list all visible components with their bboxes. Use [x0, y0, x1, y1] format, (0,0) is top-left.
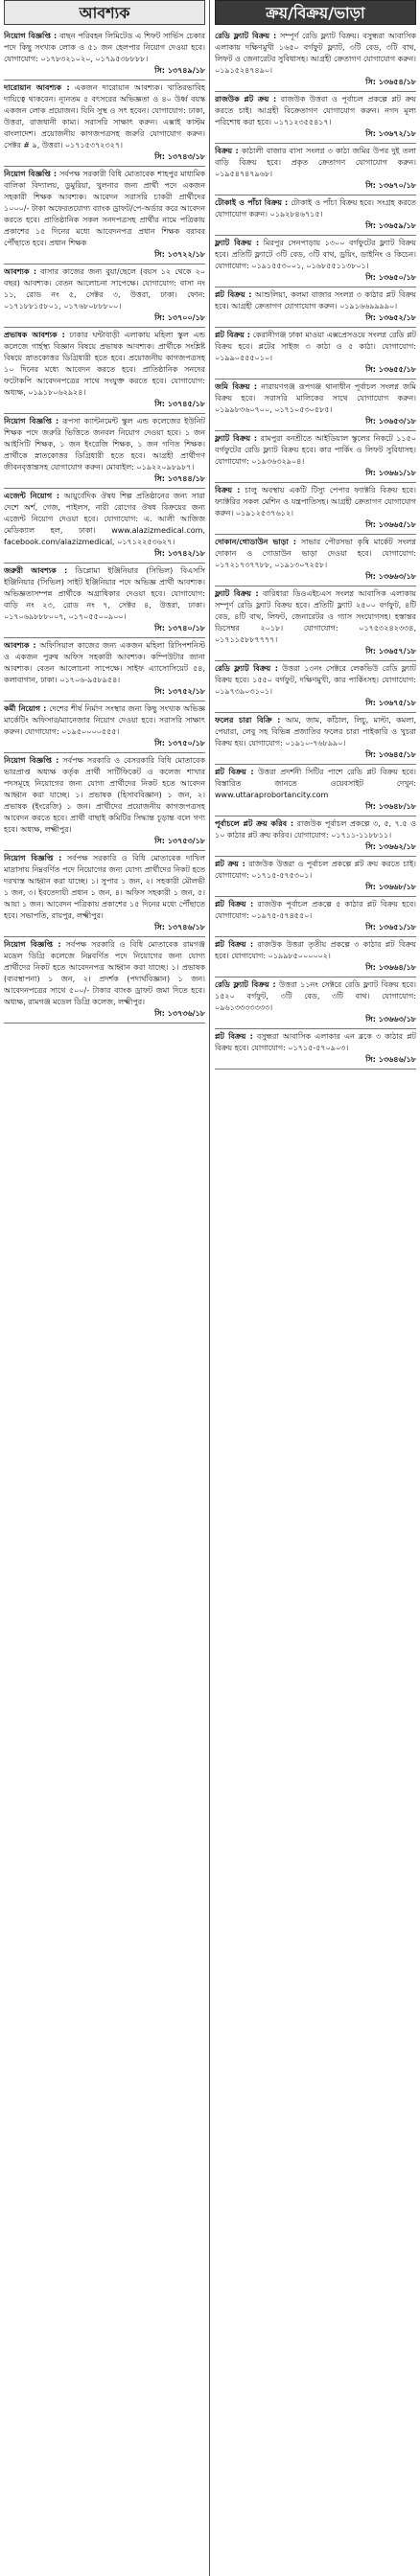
ad-reference: সি: ১৩৬৫৪/১৮: [365, 78, 416, 86]
classified-ad: [215, 857, 416, 897]
ad-reference: সি: ১৩৬৭২/১৮: [365, 129, 416, 138]
ad-reference: সি: ১৩৭৪৩/১৮: [154, 152, 205, 161]
ad-body: রামপুরা বনশ্রীতে আইডিয়াল স্কুলের নিকটে ১১৫০ বর্গফুটের রেডি ফ্ল্যাট বিক্রয় হবে। কার পার্কিং ও লিফট সুবিধাসহ। যোগাযোগ: ০১৯৩৬৩২৯০৪।: [215, 434, 416, 466]
ad-body: রাজউক উত্তরা ও পূর্বাচল প্রকল্পে প্লট ক্রয় করতে চাই। যোগাযোগ: ০১৭১৫-৫৭৫৩০১।: [215, 860, 416, 880]
ad-title: আবশ্যক :: [4, 267, 37, 276]
classified-ad: [215, 713, 416, 765]
classified-ad: [4, 489, 205, 564]
ad-body: উত্তরা ১৩নং সেক্টরে লেকভিউ রেডি ফ্ল্যাট বিক্রয় হবে। ১৫৫০ বর্গফুট, দক্ষিণমুখী, কার পার্কিংসহ। যোগাযোগ: ০১৯৭৩৯০৩১০১।: [215, 664, 416, 696]
ad-title: দারোয়ান আবশ্যক :: [4, 83, 70, 92]
ad-reference: সি: ১৩৭৪০/১৮: [154, 624, 205, 632]
ad-title: আবশ্যক :: [4, 641, 36, 650]
classified-ad: [215, 978, 416, 1029]
classified-ad: [215, 92, 416, 144]
classified-ad: [4, 29, 205, 80]
ad-reference: সি: ১৩৭৪৬/১৮: [154, 923, 205, 932]
ad-body: রাজউক উত্তরা তৃতীয় প্রকল্পে ৩ কাঠার প্লট বিক্রয় হবে। যোগাযোগ: ০১৯৯৮৫০০০০০২।: [215, 940, 416, 960]
ad-reference: সি: ১৩৭৪৪/১৮: [154, 474, 205, 483]
ad-title: কর্মী নিয়োগ :: [4, 704, 47, 713]
ad-title: জমি বিক্রয় :: [215, 382, 258, 391]
ad-reference: সি: ১৩৬৪৬/১৮: [365, 1055, 416, 1064]
classified-ad: [215, 288, 416, 328]
ad-body: সর্বপক্ষ সরকারি ও বিধি মোতাবেক দাখিল মাদ্রাসায় নিম্নবর্ণিত পদে নিয়োগের জন্য যোগ্য প্রার্থীদের নিকট হতে দরখাস্ত আহ্বান করা যাচ্ছে। ১। সুপার ১ জন, ২। সহকারী মৌলভী ১ জন, ৩। ইবতেদায়ী প্রধান ১ জন, ৪। অফিস সহকারী ১ জন, ৫। আয়া ১ জন। আবেদন পত্রিকায় প্রকাশের ১৫ দিনের মধ্যে পৌঁছাতে হবে। সভাপতি, রায়পুর, লক্ষ্মীপুর।: [4, 854, 205, 920]
classified-ad: [4, 851, 205, 937]
ad-body: কেরানীগঞ্জ ঢাকা মাওয়া এক্সপ্রেসওয়ে সংলগ্ন রেডি প্লট বিক্রয় হবে। প্লটের সাইজ ৩ কাঠা ও ৫ কাঠা। যোগাযোগ: ০১৯৯০৫৫৫০১০।: [215, 331, 416, 362]
classified-ad: [4, 328, 205, 414]
classified-ad: [215, 535, 416, 586]
ad-reference: সি: ১৩৭০০/১৮: [154, 313, 205, 322]
classified-ad: [4, 702, 205, 753]
ad-reference: সি: ১৩৬৬৫/১৮: [365, 520, 416, 529]
ad-body: ঢাকার ঘন্টাবাড়ী এলাকায় মহিলা স্কুল এন্ড কলেজে গার্হস্থ্য বিজ্ঞান বিষয়ে প্রভাষক আবশ্যক। প্রার্থীকে সংশ্লিষ্ট বিষয়ে স্নাতকোত্তর ডিগ্রিধারী হতে হবে। প্রয়োজনীয় কাগজপত্রসহ ১০ দিনের মধ্যে আবেদন করতে হবে। প্রাতিষ্ঠানিক সনদের ফটোকপি আবেদনপত্রের সাথে সংযুক্ত করতে হবে। যোগাযোগ: অধ্যক্ষ, ০১৯১৮০৬২৯২৪।: [4, 331, 205, 397]
ad-title: এজেন্ট নিয়োগ :: [4, 492, 60, 500]
classified-ad: [215, 29, 416, 92]
ad-title: ফ্ল্যাট বিক্রয় :: [215, 589, 259, 598]
ad-reference: সি: ১৩৬৭৫/১৮: [365, 699, 416, 707]
ad-title: রাজউক প্লট ক্রয় :: [215, 95, 277, 104]
ad-body: রাজউক পূর্বাচল প্রকল্পে ৩, ৫, ৭.৫ ও ১০ কাঠার প্লট ক্রয় করিব। যোগাযোগ: ০১৭১১-১১৮৮১১।: [215, 819, 416, 840]
ad-body: আশুলিয়া, কলমা বাজার সংলগ্ন ৩ কাঠার প্লট বিক্রয় হবে। আগ্রহী ক্রেতাগণ যোগাযোগ করুন। ০১৯১৬৬৯৯৯৯০।: [215, 290, 416, 310]
classified-ad: [4, 564, 205, 638]
ad-title: রেডি ফ্ল্যাট বিক্রয় :: [215, 664, 278, 673]
ad-reference: সি: ১৩৬৬৪/১৮: [365, 963, 416, 972]
wanted-header: আবশ্যক: [4, 0, 205, 25]
ad-body: সর্বপক্ষ সরকারি ও বেসরকারি বিধি মোতাবেক ভারপ্রাপ্ত অধ্যক্ষ কর্তৃক প্রার্থী সার্টিফিকেট ও কলেজ শাখার পদসমূহে নিয়োগের জন্য যোগ্য প্রার্থীদের নিকট হতে আবেদন আহ্বান করা যাচ্ছে। ১। প্রভাষক (হিসাববিজ্ঞান) ১ জন, ২। প্রভাষক (ইংরেজি) ১ জন। প্রার্থীদের প্রয়োজনীয় কাগজপত্রসহ আবেদন করতে হবে। প্রার্থী বাছাই কমিটির সিদ্ধান্ত চূড়ান্ত বলে গণ্য হবে। অধ্যক্ষ, লক্ষ্মীপুর।: [4, 756, 205, 834]
ad-reference: সি: ১৩৬৫৩/১৮: [365, 417, 416, 426]
ad-reference: সি: ১৩৭৫০/১৮: [154, 739, 205, 748]
classified-ad: [4, 264, 205, 328]
buy-sell-ads-list: [215, 29, 416, 1070]
buy-sell-rent-header: ক্রয়/বিক্রয়/ভাড়া: [215, 0, 416, 25]
ad-reference: সি: ১৩৬৬৮/১৮: [365, 883, 416, 891]
ad-title: দোকান/গোডাউন ভাড়া :: [215, 538, 297, 546]
ad-title: নিয়োগ বিজ্ঞপ্তি :: [4, 756, 59, 765]
ad-body: বসুন্ধরা আবাসিক এলাকার এন ব্লকে ৩ কাঠার প্লট বিক্রয় হবে। যোগাযোগ: ০১৭১৫-৫৭০৯০৩।: [215, 1032, 416, 1052]
ad-reference: সি: ১৩৬৫২/১৮: [365, 313, 416, 322]
ad-reference: সি: ১৩৭৩৬/১৮: [154, 1009, 205, 1018]
ad-reference: সি: ১৩৭৪৫/১৮: [154, 400, 205, 408]
classified-ad: [215, 897, 416, 937]
ad-reference: সি: ১৩৬৫৫/১৮: [365, 365, 416, 374]
classified-ad: [215, 765, 416, 816]
ad-reference: সি: ১৩৬৫৯/১৮: [365, 221, 416, 230]
ad-reference: সি: ১৩৬৭০/১৮: [365, 181, 416, 190]
ad-body: আম, জাম, কাঁঠাল, লিচু, মাল্টা, কমলা, পেয়ারা, লেবু সহ বিভিন্ন প্রজাতির ফলের চারা পাইকারি ও খুচরা বিক্রয় হয়। যোগাযোগ: ০১৯১০-৭৬৮৯৯০।: [215, 716, 416, 748]
ad-reference: সি: ১৩৭৪২/১৮: [154, 549, 205, 558]
ad-title: নিয়োগ বিজ্ঞপ্তি :: [4, 417, 59, 426]
ad-reference: সি: ১৩৬৫০/১৮: [365, 273, 416, 282]
classified-ad: [215, 1029, 416, 1070]
ad-body: রাজউক পূর্বাচল প্রকল্পে ৫ কাঠার প্লট বিক্রয় হবে। যোগাযোগ: ০১৯৭৫-৫৭৪৫৫০।: [215, 900, 416, 920]
classified-ad: [215, 586, 416, 661]
ad-body: বাছন পরিবহন লিমিটেড এ শিফট সার্ভিস চেকার পদে কিছু সংখ্যক লোক ও ৫১ জন হেলপার নিয়োগ দেওয়া হবে। যোগাযোগ: ০১৭৮৩২১০২০, ০১৭৯৫৩৮৮৮৮।: [4, 32, 205, 63]
ad-body: নারায়ণগঞ্জ রূপগঞ্জ থানাধীন পূর্বাচল সংলগ্ন জমি বিক্রয় হবে। সরাসরি মালিকের সাথে যোগাযোগ করুন। ০১৯৯৮৩৬০৭০০, ০১৭১০৫৩০৫৮৫।: [215, 382, 416, 414]
ad-title: প্লট বিক্রয় :: [215, 290, 252, 299]
classified-ad: [215, 661, 416, 713]
ad-body: উত্তরা ১১নং সেক্টরে রেডি ফ্ল্যাট বিক্রয় হবে। ১৫২০ বর্গফুট, ৩টি বেড, ৩টি বাথ। যোগাযোগ: ০৯৬১৩৩৩৩৩৩৩।: [215, 980, 416, 1012]
ad-title: প্লট বিক্রয় :: [215, 331, 250, 339]
ad-reference: সি: ১৩৬৫১/১৮: [365, 923, 416, 932]
classified-ad: [4, 167, 205, 264]
wanted-ads-list: [4, 29, 205, 1024]
ad-reference: সি: ১৩৭৫২/১৮: [154, 687, 205, 696]
classified-ad: [215, 431, 416, 483]
ad-body: সর্বপক্ষ সরকারি ও বিধি মোতাবেক রামগঞ্জ মডেল ডিগ্রি কলেজে নিম্নবর্ণিত পদে নিয়োগের জন্য যোগ্য প্রার্থীদের নিকট হতে আবেদনপত্র আহ্বান করা যাচ্ছে। ১। প্রভাষক (ব্যবস্থাপনা) ১ জন, ২। প্রদর্শক (পদার্থবিজ্ঞান) ১ জন। আবেদনপত্রের সাথে ৫০০/- টাকার ব্যাংক ড্রাফট জমা দিতে হবে। অধ্যক্ষ, রামগঞ্জ মডেল ডিগ্রি কলেজ, লক্ষ্মীপুর।: [4, 940, 205, 1006]
ad-title: পূর্বাচলে প্লট ক্রয় করিব :: [215, 819, 294, 828]
ad-title: রেডি ফ্ল্যাট বিক্রয় :: [215, 32, 277, 40]
ad-title: নিয়োগ বিজ্ঞপ্তি :: [4, 854, 62, 862]
buy-sell-rent-column: [215, 0, 416, 2576]
ad-body: কাঠালী বাজার বাসা সংলগ্ন ৩ কাঠা জমির উপর দুই তলা বাড়ি বিক্রয় হবে। প্রকৃত ক্রেতাগণ যোগাযোগ করুন। ০১৯৫৪৭৪৭৯৬৮।: [215, 147, 416, 178]
ad-body: মিরপুর সেনপাড়ায় ১৩০০ বর্গফুটের ফ্ল্যাট বিক্রয় হবে। প্রতিটি ফ্ল্যাটে ৩টি বেড, ৩টি বাথ, ড্রয়িং, ডাইনিং ও কিচেন। যোগাযোগ: ০১৯১৫৫৩০০১, ০১৬৮৫৫১১৩৮০১।: [215, 239, 416, 270]
classified-ad: [215, 236, 416, 288]
ad-title: নিয়োগ বিজ্ঞপ্তি :: [4, 32, 58, 40]
ad-body: বাসার কাজের জন্য বুয়া/ছেলে (বয়স ১২ থেকে ২০ বছর) আবশ্যক। বেতন আলোচনা সাপেক্ষে। যোগাযোগ: বাসা নং ১১, রোড নং ৫, সেক্টর ৩, উত্তরা, ঢাকা। ফোন: ০১৭১৮৮১৫৮০১, ০১৭৬৮০৮৮৮০০।: [4, 267, 205, 310]
wanted-column: [4, 0, 205, 2576]
classified-ad: [215, 483, 416, 535]
ad-reference: সি: ১৩৭৪৯/১৮: [154, 66, 205, 75]
ad-title: প্লট বিক্রয় :: [215, 768, 254, 776]
classified-ad: [4, 80, 205, 167]
ad-body: একজন দারোয়ান আবশ্যক। খাতিরভাবিহ দায়িত্বে থাকবেন। ন্যূনতম ৫ বৎসরের অভিজ্ঞতা ও ৪০ উর্ধ্ব বয়স্ক একজন লোক প্রয়োজন। যিনি সুস্থ ও সৎ হবেন। যোগাযোগ: ঢাকা, উত্তরা, রাজধানী কাম্য। সরাসরি সাক্ষাৎ করুন। এক্সাই কাস্টম বাংলাদেশ। প্রয়োজনীয় কাগজপত্রসহ জরুরি যোগাযোগ করুন। সেক্টর # ৯, উত্তরা। ০১৭১৫৩৭২৩২৭।: [4, 83, 205, 150]
ad-title: ফলের চারা বিক্রি :: [215, 716, 281, 724]
ad-reference: সি: ১৩৬৫৭/১৮: [365, 647, 416, 656]
ad-reference: সি: ১৩৭৫৩/১৮: [154, 837, 205, 845]
ad-title: নিয়োগ বিজ্ঞপ্তি :: [4, 170, 58, 178]
classified-ad: [4, 753, 205, 851]
ad-body: বারিধারা ডিওএইচএস সংলগ্ন আবাসিক এলাকায় সম্পূর্ণ রেডি ফ্ল্যাট বিক্রয় হবে। প্রতিটি ফ্ল্যাট ২৫০০ বর্গফুট, ৪টি বেড, ৪টি বাথ, লিফট, জেনারেটর ও গ্যাস সংযোগসহ। হস্তান্তর ডিসেম্বর ২০১৮। যোগাযোগ: ০১৭৫৩২৪২৩৩৪, ০১৭১১৫৮৮৭৭৭৭।: [215, 589, 416, 644]
ad-reference: সি: ১৩৬৪৮/১৮: [365, 802, 416, 811]
ad-title: রেডি ফ্ল্যাট বিক্রয় :: [215, 980, 276, 989]
ad-reference: সি: ১৩৬৬৩/১৮: [365, 1015, 416, 1024]
ad-title: ফ্ল্যাট বিক্রয় :: [215, 434, 258, 443]
ad-title: প্লট বিক্রয় :: [215, 1032, 253, 1041]
ad-reference: সি: ১৩৬৪৫/১৮: [365, 750, 416, 759]
ad-body: রাজউক উত্তরা ও পূর্বাচল প্রকল্পে প্লট ক্রয় করতে চাই। আগ্রহী বিক্রেতাগণ যোগাযোগ করুন। নগদ মূল্য পরিশোধ করা হবে। ০১৭১২৩৫৫৪১৭।: [215, 95, 416, 126]
ad-body: সাভার পৌরসভা কৃষি মার্কেট সংলগ্ন দোকান ও গোডাউন ভাড়া দেওয়া হবে। যোগাযোগ: ০১৭২১৭৩৭৭৮৮, ০১৯১৩০৭২৫৮।: [215, 538, 416, 569]
ad-body: উত্তরা প্রদর্শনী সিটির পাশে রেডি প্লট বিক্রয় হবে। বিস্তারিত জানতে ওয়েবসাইট দেখুন: www.uttaraprobortancity.com: [215, 768, 416, 799]
ad-title: জরুরী আবশ্যক :: [4, 566, 68, 575]
ad-reference: সি: ১৩৬৬১/১৮: [365, 469, 416, 477]
ad-body: টোকাই ও পাঁচা বিক্রয় হবে। সংগ্রহ করতে যোগাযোগ করুন। ০১৯২৮৪৬৭১৫।: [215, 198, 416, 218]
ad-reference: সি: ১৩৬৬৩/১৮: [365, 572, 416, 581]
ad-title: বিক্রয় :: [215, 147, 239, 155]
ad-body: অফিসিয়াল কাজের জন্য একজন মহিলা রিসিপশনিস্ট ও একজন পুরুষ অফিস সহকারী আবশ্যক। কম্পিউটার জানা আবশ্যক। বেতন আলোচনা সাপেক্ষে। সাইফ এ্যাসোসিয়েট ৫৪, কলাবাগান, ঢাকা। ০১৭০৬-৯৫৮৯৫৪।: [4, 641, 205, 684]
classified-ad: [215, 937, 416, 978]
column-divider: [209, 0, 210, 2576]
ad-body: রূপসা ক্যান্টনমেন্ট স্কুল এন্ড কলেজের ইউনিট শিক্ষক পদে জরুরি ভিত্তিতে জনবল নিয়োগ দেওয়া হবে। ১ জন আইসিটি শিক্ষক, ১ জন ইংরেজি শিক্ষক, ১ জন গণিত শিক্ষক। প্রার্থীকে স্নাতকোত্তর ডিগ্রিধারী হতে হবে। আগ্রহী প্রার্থীগণ জীবনবৃত্তান্তসহ যোগাযোগ করুন। মোবাইল: ০১৯২২০৯৮৯৮৭।: [4, 417, 205, 472]
ad-body: দেশের শীর্ষ নির্মাণ সংস্থার জন্য কিছু সংখ্যক অভিজ্ঞ মার্কেটিং অফিসার/ম্যানেজার নিয়োগ দেওয়া হবে। সরাসরি সাক্ষাৎ করুন। যোগাযোগ: ০১৯৫০০০০৫৫৫।: [4, 704, 205, 736]
classified-ad: [215, 380, 416, 431]
ad-body: সর্বপক্ষ সরকারী বিধি মোতাবেক শাহপুর মাধ্যমিক বালিকা বিদ্যালয়, ডুমুরিয়া, খুলনার জন্য প্রার্থী পদে একজন সহকারী শিক্ষক আবশ্যক। আবেদন সরাসরি চাকরী প্রার্থীদের ১০০০/- টাকা অফেরতযোগ্য ব্যাংক ড্রাফট/পে-অর্ডার করে আবেদন করতে হবে। প্রাতিষ্ঠানিক সকল সনদপত্রসহ প্রার্থীর নামে পত্রিকায় প্রকাশের ১৫ দিনের মধ্যে আবেদনপত্র প্রধান শিক্ষক বরাবর পৌঁছাতে হবে। প্রধান শিক্ষক: [4, 170, 205, 247]
ad-title: নিয়োগ বিজ্ঞপ্তি :: [4, 940, 61, 949]
ad-title: টোকাই ও পাঁচা বিক্রয় :: [215, 198, 289, 207]
ad-body: চালু অবস্থায় একটি টিস্যু পেপার ফ্যাক্টরি বিক্রয় হবে। ফ্যাক্টরির সকল মেশিন ও যন্ত্রপাতিসহ। আগ্রহী ক্রেতাগণ যোগাযোগ করুন। ০১৯১২৫৩৭৬১২।: [215, 486, 416, 518]
ad-body: সম্পূর্ণ রেডি ফ্ল্যাট বিক্রয়। বসুন্ধরা আবাসিক এলাকায় দক্ষিণমুখী ১৬৫০ বর্গফুট ফ্ল্যাট, ৩টি বেড, ৩টি বাথ, লিফট ও জেনারেটর সুবিধাসহ। আগ্রহী ক্রেতাগণ যোগাযোগ করুন। ০১৯১৫২৪৭৪৯০।: [215, 32, 416, 75]
ad-title: প্রভাষক আবশ্যক :: [4, 331, 65, 339]
ad-body: আয়ুর্বেদিক ঔষধ শিল্প প্রতিষ্ঠানের জন্য সারা দেশে অর্শ, গেজ, পাইলস, নারী রোগের ঔষধ বিক্রয়ের জন্য এজেন্ট নিয়োগ দেওয়া হবে। যোগাযোগ: এ. আলী আজিজ মেডিক্যাল হল, ঢাকা। www.alazizmedical.com, facebook.com/alazizmedical, ০১৭১২২৫৩৬২৭।: [4, 492, 205, 546]
classified-ad: [215, 816, 416, 857]
classified-ad: [215, 328, 416, 380]
classified-ad: [215, 144, 416, 196]
classified-ad: [4, 414, 205, 489]
classified-ad: [4, 937, 205, 1024]
ad-body: ডিপ্লোমা ইঞ্জিনিয়ার (সিভিল) বিএসসি ইঞ্জিনিয়ার (সিভিল) সাইট ইঞ্জিনিয়ার পদে অভিজ্ঞ প্রার্থী আবশ্যক। অভিজ্ঞতাসম্পন্ন প্রার্থীকে অগ্রাধিকার দেওয়া হবে। যোগাযোগ: বাড়ি নং ২৩, রোড নং ৭, সেক্টর ৪, উত্তরা, ঢাকা। ০১৭০৬৯৮৮৮০০৭, ০১৭০৫৫০০৯০০।: [4, 566, 205, 621]
classified-ad: [215, 196, 416, 236]
classified-ad: [4, 638, 205, 702]
ad-reference: সি: ১৩৬৬২/১৮: [365, 842, 416, 851]
ad-title: বিক্রয় :: [215, 486, 241, 494]
ad-title: ফ্ল্যাট বিক্রয় :: [215, 239, 260, 247]
ad-title: প্লট বিক্রয় :: [215, 900, 254, 908]
ad-title: প্লট বিক্রয় :: [215, 940, 254, 949]
ad-reference: সি: ১৩৭২২/১৮: [154, 250, 205, 259]
ad-title: প্লট ক্রয় :: [215, 860, 245, 868]
